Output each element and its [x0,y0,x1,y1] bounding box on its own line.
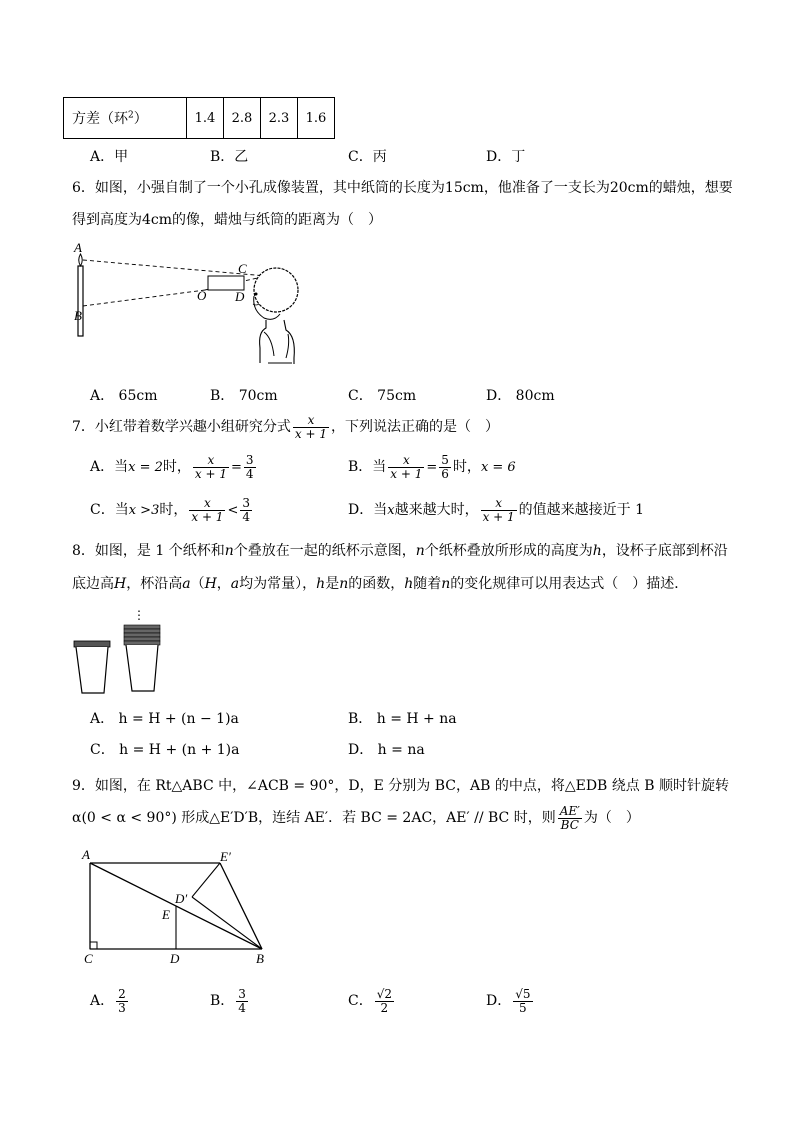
label-d: D [235,289,245,304]
q8-option-a[interactable]: A． h = H + (n − 1)a [90,711,239,727]
q7-option-b[interactable]: B．当 $\frac{x}{x + 1}$ = $\frac{5}{6}$ 时，x = 6 [348,453,516,481]
label-c: C [238,261,247,276]
q8-stem-line2: 底边高H，杯沿高a（H，a均为常量），h是n的函数，h随着n的变化规律可以用表达式（ ）描述． [72,576,689,592]
stack-dots: ⋮ [133,608,145,622]
paper-cups-figure [70,605,170,697]
q5-option-a[interactable]: A．甲 [90,149,129,165]
q9-option-c[interactable]: C． $\frac{√2}{2}$ [348,987,392,1015]
label-a: A [82,847,90,862]
q8-stem-line1: 8．如图，是 1 个纸杯和n个叠放在一起的纸杯示意图，n个纸杯叠放所形成的高度为h，设杯子底部到杯沿 [72,543,728,559]
label-c: C [84,951,93,966]
label-e: E [162,907,170,922]
cup-stack-rims [124,625,160,645]
label-a: A [74,240,82,255]
q8-option-c[interactable]: C． h = H + (n + 1)a [90,742,240,758]
q6-stem-line1: 6．如图，小强自制了一个小孔成像装置，其中纸筒的长度为15cm，他准备了一支长为20cm的蜡烛，想要 [72,180,733,196]
label-e-prime: E′ [220,849,231,864]
variance-cell: 1.6 [298,98,335,139]
q7-stem: 7．小红带着数学兴趣小组研究分式 $\frac{x}{x + 1}$ ，下列说法正确的是（ ） [72,413,500,441]
q5-option-c[interactable]: C．丙 [348,149,387,165]
variance-table [63,97,335,139]
q6-option-c[interactable]: C． 75cm [348,388,417,404]
q7-option-d[interactable]: D．当x越来越大时， $\frac{x}{x + 1}$ 的值越来越接近于 1 [348,496,645,524]
q6-option-b[interactable]: B． 70cm [210,388,278,404]
q9-stem-line1: 9．如图，在 Rt△ABC 中，∠ACB = 90°，D，E 分别为 BC，AB 的中点，将△EDB 绕点 B 顺时针旋转 [72,778,729,794]
variance-cell: 1.4 [187,98,224,139]
q5-option-d[interactable]: D．丁 [486,149,526,165]
q6-option-d[interactable]: D． 80cm [486,388,555,404]
q8-option-b[interactable]: B． h = H + na [348,711,457,727]
q5-option-b[interactable]: B．乙 [210,149,249,165]
label-o: O [197,288,207,303]
q9-option-a[interactable]: A． $\frac{2}{3}$ [90,987,126,1015]
q6-stem-line2: 得到高度为4cm的像，蜡烛与纸筒的距离为（ ） [72,212,383,228]
variance-cell: 2.3 [261,98,298,139]
q7-option-a[interactable]: A．当x = 2时， $\frac{x}{x + 1}$ = $\frac{3}{4}$ [90,453,254,481]
label-d-prime: D′ [175,891,188,906]
label-d: D [170,951,180,966]
q8-option-d[interactable]: D． h = na [348,742,425,758]
q7-option-c[interactable]: C．当x >3时， $\frac{x}{x + 1}$ < $\frac{3}{4}$ [90,496,250,524]
label-b: B [74,308,82,323]
triangle-figure [72,845,282,970]
variance-cell: 2.8 [224,98,261,139]
pinhole-camera-figure [60,238,310,373]
q9-stem-line2: α(0 < α < 90°) 形成△E′D′B，连结 AE′．若 BC = 2AC，AE′ // BC 时，则 $\frac{AE'}{BC}$ 为（ ） [72,804,640,832]
label-b: B [256,951,264,966]
q9-option-b[interactable]: B． $\frac{3}{4}$ [210,987,246,1015]
q6-option-a[interactable]: A． 65cm [90,388,158,404]
q9-option-d[interactable]: D． $\frac{√5}{5}$ [486,987,531,1015]
variance-header: 方差（环$^2$） [64,98,187,139]
